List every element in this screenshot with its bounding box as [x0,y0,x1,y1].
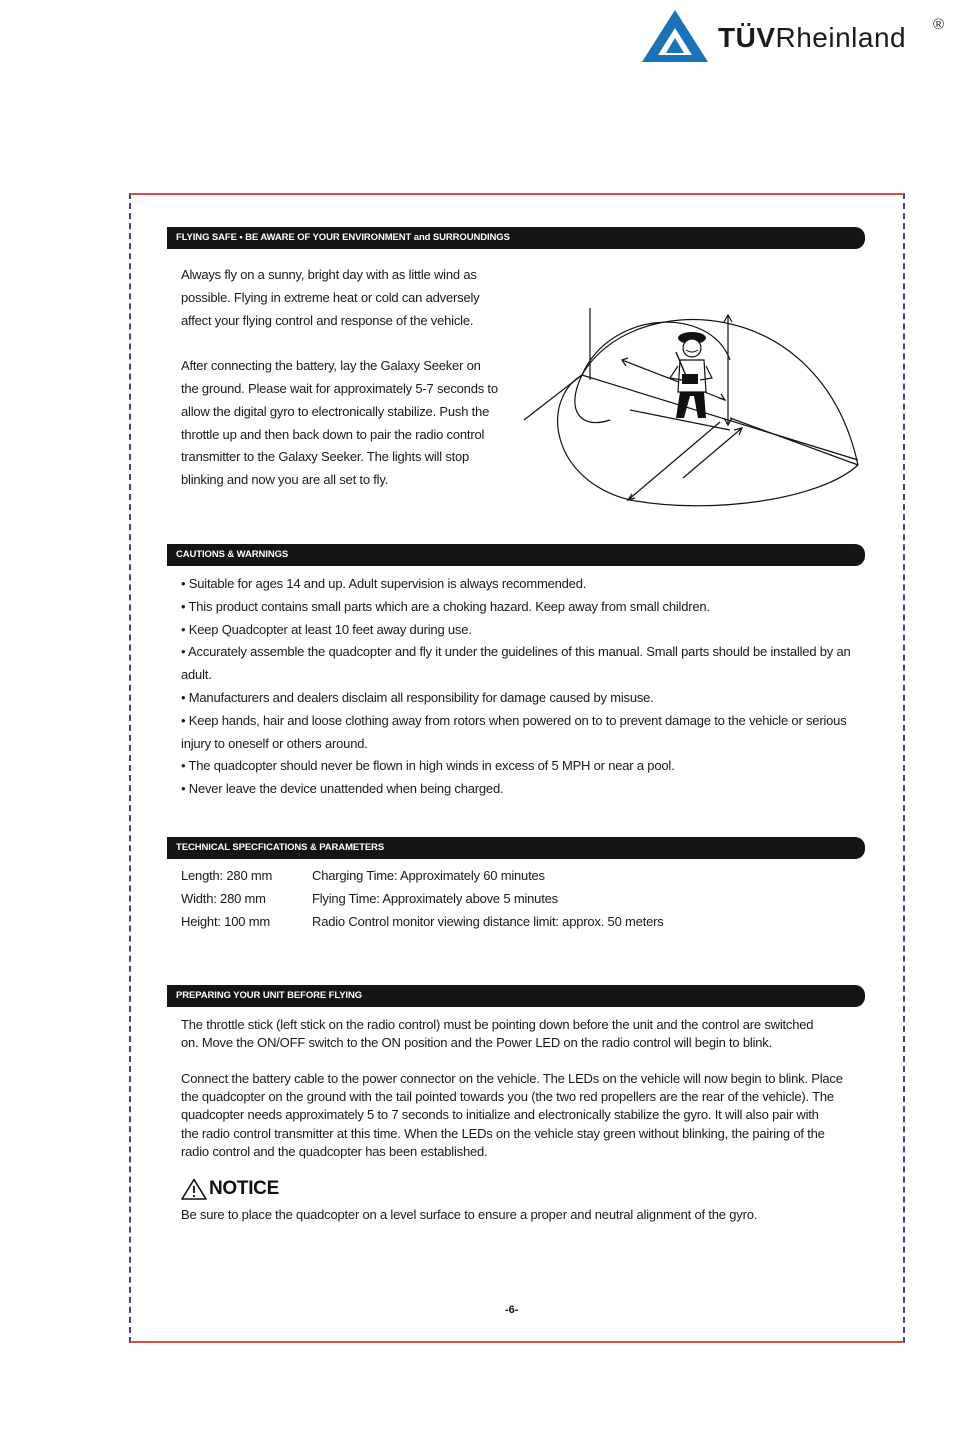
list-item: • Keep hands, hair and loose clothing away from rotors when powered on to to prevent damage to the vehicle or serious [181,712,847,728]
text-line: Always fly on a sunny, bright day with as little wind as [181,267,477,282]
list-item: • This product contains small parts which are a choking hazard. Keep away from small children. [181,598,710,614]
text-line: radio control and the quadcopter has been established. [181,1143,488,1159]
list-item: • Manufacturers and dealers disclaim all responsibility for damage caused by misuse. [181,689,654,705]
specs-parameters [312,865,664,933]
notice-text: Be sure to place the quadcopter on a level surface to ensure a proper and neutral alignment of the gyro. [181,1207,758,1222]
specs-header: TECHNICAL SPECFICATIONS & PARAMETERS [167,837,865,859]
logo-brand-bold: TÜV [718,22,776,53]
text-line: affect your flying control and response of the vehicle. [181,312,474,328]
specs-dimensions [181,865,272,933]
text-line: the ground. Please wait for approximately 5-7 seconds to [181,380,498,396]
list-item: injury to oneself or others around. [181,735,368,751]
page-number: -6- [505,1304,519,1316]
registered-mark: ® [933,16,945,33]
spec-flying-time: Flying Time: Approximately above 5 minutes [312,890,558,906]
text-line: Connect the battery cable to the power connector on the vehicle. The LEDs on the vehicle will now begin to blink. Place [181,1071,843,1086]
text-line: on. Move the ON/OFF switch to the ON position and the Power LED on the radio control will begin to blink. [181,1035,773,1051]
list-item: adult. [181,667,212,683]
list-item: • Accurately assemble the quadcopter and fly it under the guidelines of this manual. Small parts should be installed by an [181,644,851,660]
spec-control-distance: Radio Control monitor viewing distance limit: approx. 50 meters [312,913,664,929]
text-line: The throttle stick (left stick on the radio control) must be pointing down before the unit and the control are switched [181,1017,814,1032]
warning-triangle-icon [181,1178,207,1200]
logo-brand-regular: Rheinland [775,22,907,53]
preparing-paragraph-1 [181,1016,813,1052]
flying-safe-text [181,264,498,492]
spec-length: Length: 280 mm [181,868,273,883]
preparing-paragraph-2 [181,1070,843,1161]
text-line: transmitter to the Galaxy Seeker. The lights will stop [181,449,470,465]
text-line: throttle up and then back down to pair the radio control [181,426,485,442]
list-item: • Keep Quadcopter at least 10 feet away during use. [181,621,472,637]
text-line: possible. Flying in extreme heat or cold can adversely [181,289,480,305]
text-line: the radio control transmitter at this time. When the LEDs on the vehicle stay green without blinking, the pairing of the [181,1125,825,1141]
tuv-rheinland-logo [640,8,960,68]
text-line: blinking and now you are all set to fly. [181,472,389,488]
spec-height: Height: 100 mm [181,913,270,929]
notice-block [181,1178,279,1200]
text-line: quadcopter needs approximately 5 to 7 seconds to initialize and electronically stabilize the gyro. It will also pair with [181,1107,819,1123]
cautions-header: CAUTIONS & WARNINGS [167,544,865,566]
flying-zone-diagram [520,300,870,515]
cautions-list [181,573,851,801]
notice-title: NOTICE [209,1178,279,1199]
list-item: • The quadcopter should never be flown in high winds in excess of 5 MPH or near a pool. [181,758,675,774]
text-line: the quadcopter on the ground with the tail pointed towards you (the two red propellers are the rear of the vehicle). The [181,1089,834,1105]
spec-width: Width: 280 mm [181,890,266,906]
text-line: allow the digital gyro to electronically stabilize. Push the [181,403,490,419]
preparing-header: PREPARING YOUR UNIT BEFORE FLYING [167,985,865,1007]
flying-safe-header: FLYING SAFE • BE AWARE OF YOUR ENVIRONMENT and SURROUNDINGS [167,227,865,249]
list-item: • Never leave the device unattended when being charged. [181,781,504,797]
tuv-triangle-icon [640,8,710,64]
text-line: After connecting the battery, lay the Galaxy Seeker on [181,358,481,374]
list-item: • Suitable for ages 14 and up. Adult supervision is always recommended. [181,576,587,591]
text-line [181,332,498,355]
spec-charging-time: Charging Time: Approximately 60 minutes [312,868,545,883]
pilot-figure [670,332,712,418]
